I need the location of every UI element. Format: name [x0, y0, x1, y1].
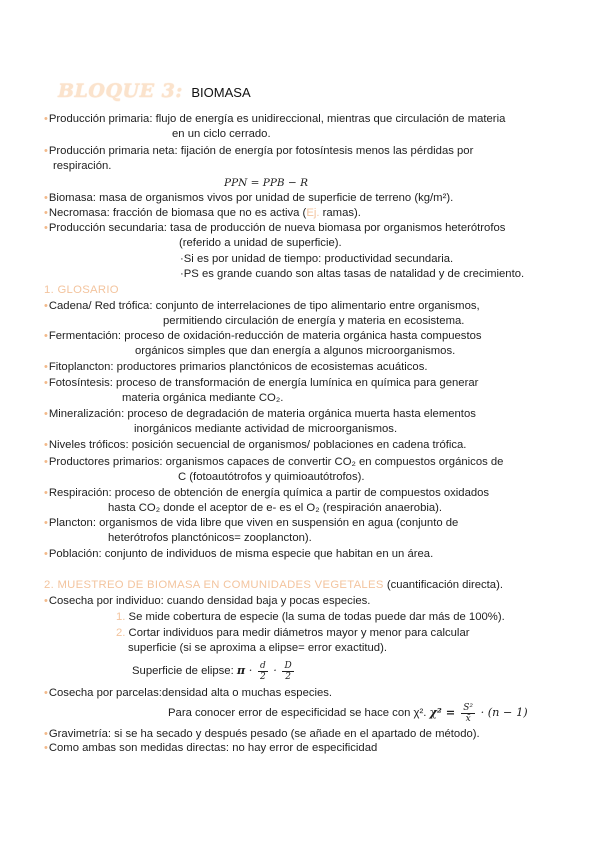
chi-lhs: χ² =	[429, 705, 460, 719]
item-continuation: (referido a unidad de superficie).	[179, 237, 342, 249]
numerator: d	[259, 660, 266, 671]
bullet-icon: •	[44, 517, 48, 529]
formula-label: Superficie de elipse:	[132, 665, 237, 677]
item-gravimetria	[44, 727, 480, 741]
bullet-icon: •	[44, 687, 48, 699]
bullet-icon: •	[44, 207, 48, 219]
item-continuation: permitiendo circulación de energía y materia en ecosistema.	[163, 315, 465, 327]
item-continuation: hasta CO₂ donde el aceptor de e- es el O₂ (respiración anaerobia).	[108, 502, 443, 514]
item-text: Fitoplancton: productores primarios planctónicos de ecosistemas acuáticos.	[48, 361, 428, 373]
item-text: ramas).	[319, 207, 361, 219]
item-text: Producción secundaria: tasa de producción de nueva biomasa por organismos heterótrofos	[48, 222, 506, 234]
section-heading-text: 2. MUESTREO DE BIOMASA EN COMUNIDADES VEGETALES	[44, 579, 384, 591]
step-2	[116, 626, 470, 640]
bloque-subtitle: BIOMASA	[191, 85, 251, 100]
item-text: Población: conjunto de individuos de misma especie que habitan en un área.	[48, 548, 434, 560]
bullet-icon: •	[44, 408, 48, 420]
formula-label: Para conocer error de especificidad se hace con χ².	[168, 707, 430, 719]
formula-chi	[168, 700, 528, 725]
glossary-productores	[44, 455, 503, 469]
step-number: 2.	[116, 627, 126, 639]
item-continuation: materia orgánica mediante CO₂.	[122, 392, 284, 404]
bullet-icon: •	[44, 192, 48, 204]
section-heading-glosario: 1. GLOSARIO	[44, 284, 119, 296]
glossary-fermentacion	[44, 329, 482, 343]
item-text: Producción primaria: flujo de energía es unidireccional, mientras que circulación de materia	[48, 113, 506, 125]
item-continuation: en un ciclo cerrado.	[172, 128, 271, 140]
item-text: Biomasa: masa de organismos vivos por unidad de superficie de terreno (kg/m²).	[48, 192, 454, 204]
item-text: Gravimetría: si se ha secado y después pesado (se añade en el apartado de método).	[48, 728, 480, 740]
item-continuation: inorgánicos mediante actividad de microorganismos.	[134, 423, 398, 435]
item-medidas-directas	[44, 741, 377, 755]
item-biomasa	[44, 191, 453, 205]
item-text: Como ambas son medidas directas: no hay error de especificidad	[48, 742, 378, 754]
example-label: Ej.	[306, 207, 320, 219]
bullet-icon: •	[44, 548, 48, 560]
item-continuation: heterótrofos planctónicos= zooplancton).	[108, 532, 312, 544]
step-1	[116, 610, 505, 624]
item-continuation: respiración.	[53, 160, 112, 172]
page-title	[58, 80, 251, 102]
glossary-cadena	[44, 299, 480, 313]
item-continuation: C (fotoautótrofos y quimioautótrofos).	[178, 471, 365, 483]
fraction-s2-x	[461, 703, 475, 724]
bullet-icon: •	[44, 742, 48, 754]
glossary-niveles	[44, 438, 466, 452]
bullet-icon: •	[44, 361, 48, 373]
bullet-icon: •	[44, 113, 48, 125]
bullet-icon: •	[44, 330, 48, 342]
glossary-plancton	[44, 516, 458, 530]
formula-elipse: Superficie de elipse: π · $\frac{d}{2}$ · $\frac{D}{2}$	[132, 660, 292, 682]
item-text: Necromasa: fracción de biomasa que no es activa (	[48, 207, 307, 219]
fraction-d	[258, 661, 268, 682]
bullet-icon: •	[44, 300, 48, 312]
numerator: D	[284, 660, 292, 671]
item-produccion-neta	[44, 144, 473, 158]
item-text: Niveles tróficos: posición secuencial de organismos/ poblaciones en cadena trófica.	[48, 439, 467, 451]
bullet-icon: •	[44, 595, 48, 607]
item-cosecha-parcelas	[44, 686, 332, 700]
glossary-respiracion	[44, 486, 489, 500]
step-text: Cortar individuos para medir diámetros mayor y menor para calcular	[125, 627, 470, 639]
item-sub-note: ·Si es por unidad de tiempo: productividad secundaria.	[180, 253, 454, 265]
bullet-icon: •	[44, 487, 48, 499]
glossary-fitoplancton	[44, 360, 428, 374]
step-text: Se mide cobertura de especie (la suma de todas puede dar más de 100%).	[125, 611, 505, 623]
item-text: Fotosíntesis: proceso de transformación de energía lumínica en química para generar	[48, 377, 479, 389]
step-number: 1.	[116, 611, 126, 623]
pi-symbol: π	[236, 663, 246, 677]
item-text: Cosecha por individuo: cuando densidad baja y pocas especies.	[48, 595, 371, 607]
item-text: Cosecha por parcelas:densidad alta o muchas especies.	[48, 687, 333, 699]
item-text: Fermentación: proceso de oxidación-reducción de materia orgánica hasta compuestos	[48, 330, 482, 342]
section-heading-note: (cuantificación directa).	[383, 579, 503, 591]
chi-rhs: · (n − 1)	[477, 706, 528, 719]
fraction-D	[282, 661, 293, 682]
denominator: 2	[259, 671, 266, 682]
numerator: S²	[463, 702, 473, 713]
item-cosecha-individuo	[44, 594, 370, 608]
bullet-icon: •	[44, 377, 48, 389]
item-continuation: orgánicos simples que dan energía a algunos microorganismos.	[135, 345, 456, 357]
item-continuation: superficie (si se aproxima a elipse= error exactitud).	[128, 642, 387, 654]
item-text: Producción primaria neta: fijación de energía por fotosíntesis menos las pérdidas por	[48, 145, 474, 157]
bullet-icon: •	[44, 145, 48, 157]
glossary-mineralizacion	[44, 407, 476, 421]
denominator: 2	[285, 671, 291, 682]
denominator: x̄	[465, 713, 471, 724]
item-text: Respiración: proceso de obtención de energía química a partir de compuestos oxidados	[48, 487, 490, 499]
glossary-poblacion	[44, 547, 433, 561]
glossary-fotosintesis	[44, 376, 478, 390]
bullet-icon: •	[44, 439, 48, 451]
bullet-icon: •	[44, 456, 48, 468]
item-text: Cadena/ Red trófica: conjunto de interrelaciones de tipo alimentario entre organismos,	[48, 300, 480, 312]
item-text: Mineralización: proceso de degradación de materia orgánica muerta hasta elementos	[48, 408, 476, 420]
bullet-icon: •	[44, 222, 48, 234]
item-sub-note: ·PS es grande cuando son altas tasas de natalidad y de crecimiento.	[180, 268, 525, 280]
bullet-icon: •	[44, 728, 48, 740]
formula-ppn: PPN = PPB − R	[224, 177, 309, 189]
bloque-label: BLOQUE 3:	[58, 80, 183, 102]
section-heading-muestreo	[44, 578, 503, 592]
item-necromasa	[44, 206, 361, 220]
item-produccion-secundaria	[44, 221, 505, 235]
item-text: Plancton: organismos de vida libre que viven en suspensión en agua (conjunto de	[48, 517, 459, 529]
item-text: Productores primarios: organismos capaces de convertir CO₂ en compuestos orgánicos de	[48, 456, 504, 468]
item-produccion-primaria	[44, 112, 505, 126]
